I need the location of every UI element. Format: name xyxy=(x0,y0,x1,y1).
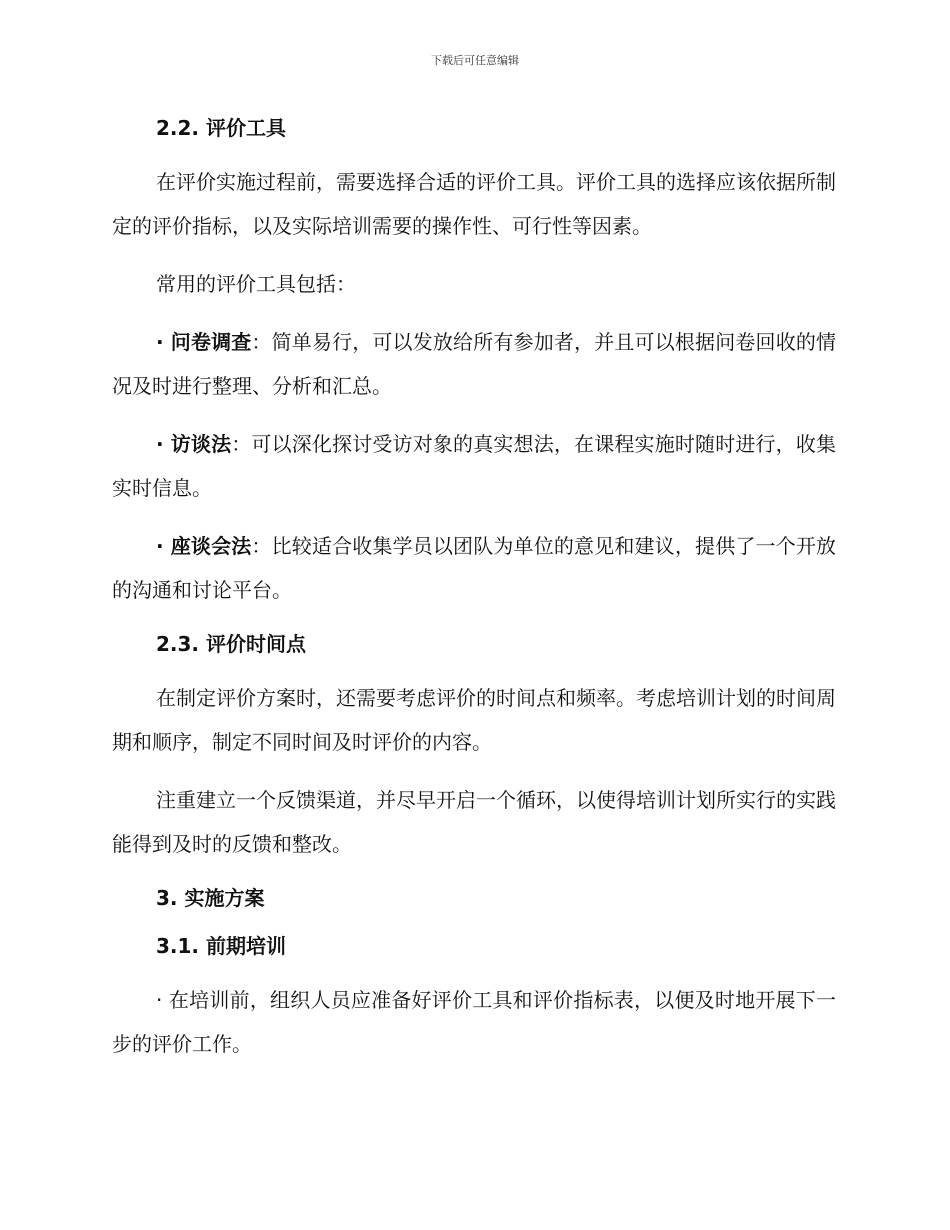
item-term: 座谈会法 xyxy=(170,534,252,558)
bullet-mark: · xyxy=(156,330,171,354)
list-item-forum xyxy=(112,524,836,612)
bullet-mark: · xyxy=(156,534,171,558)
heading-3: 3. 实施方案 xyxy=(156,886,265,910)
paragraph-feedback-channel: 注重建立一个反馈渠道，并尽早开启一个循环，以使得培训计划所实行的实践能得到及时的反馈和整改。 xyxy=(112,788,836,856)
item-description: ：比较适合收集学员以团队为单位的意见和建议，提供了一个开放的沟通和讨论平台。 xyxy=(112,534,837,602)
heading-2-3: 2.3. 评价时间点 xyxy=(156,632,306,656)
list-item-interview xyxy=(112,422,836,510)
list-item-questionnaire xyxy=(112,320,836,408)
document-content xyxy=(112,112,836,1066)
item-term: 访谈法 xyxy=(170,432,232,456)
paragraph-common-tools: 常用的评价工具包括： xyxy=(156,272,356,296)
item-description: ：简单易行，可以发放给所有参加者，并且可以根据问卷回收的情况及时进行整理、分析和汇总。 xyxy=(112,330,837,398)
item-description: ：可以深化探讨受访对象的真实想法，在课程实施时随时进行，收集实时信息。 xyxy=(112,432,837,500)
paragraph-time-point: 在制定评价方案时，还需要考虑评价的时间点和频率。考虑培训计划的时间周期和顺序，制定不同时间及时评价的内容。 xyxy=(112,686,836,754)
paragraph-tools-intro: 在评价实施过程前，需要选择合适的评价工具。评价工具的选择应该依据所制定的评价指标，以及实际培训需要的操作性、可行性等因素。 xyxy=(112,170,836,238)
header-note: 下载后可任意编辑 xyxy=(431,54,519,67)
paragraph-pre-training: · 在培训前，组织人员应准备好评价工具和评价指标表，以便及时地开展下一步的评价工作。 xyxy=(112,988,836,1056)
bullet-mark: · xyxy=(156,432,171,456)
heading-2-2: 2.2. 评价工具 xyxy=(156,116,286,140)
heading-3-1: 3.1. 前期培训 xyxy=(156,934,286,958)
item-term: 问卷调查 xyxy=(170,330,252,354)
